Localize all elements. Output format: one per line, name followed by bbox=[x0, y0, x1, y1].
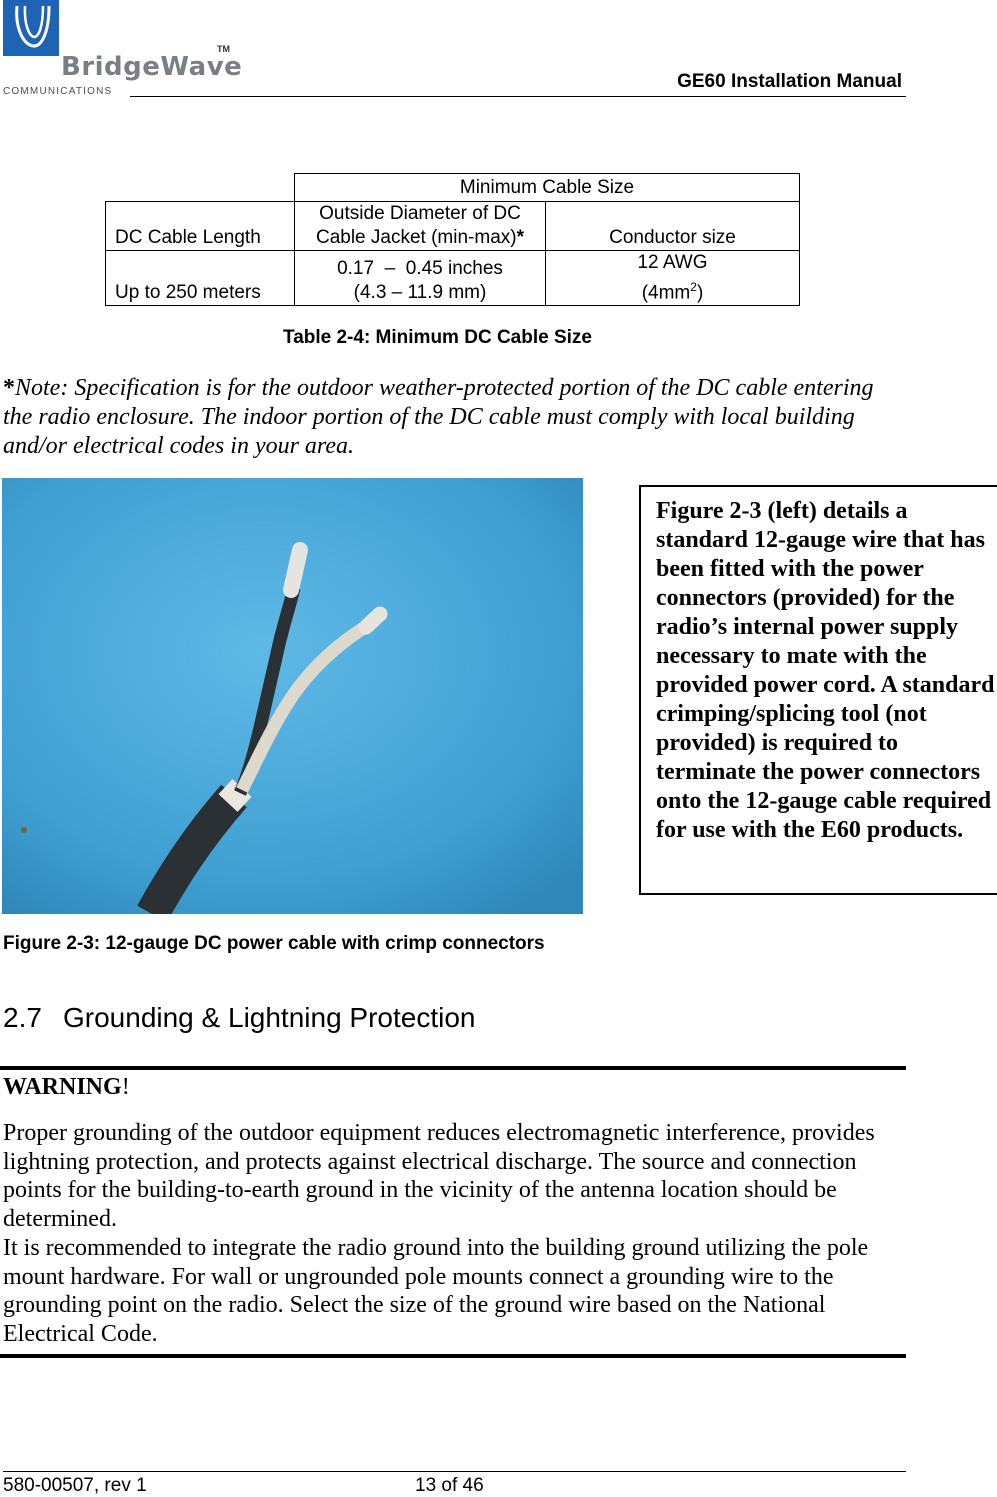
cell-diameter-inches: 0.17 – 0.45 inches bbox=[337, 258, 503, 280]
footer-rule bbox=[3, 1471, 906, 1472]
col-header-asterisk: * bbox=[516, 227, 524, 248]
logo-trademark: TM bbox=[217, 44, 230, 54]
warning-label: WARNING bbox=[3, 1074, 122, 1100]
warning-top-rule bbox=[0, 1066, 906, 1070]
dc-power-cable-photo bbox=[2, 478, 583, 914]
cell-conductor-mm-base: (4mm bbox=[641, 282, 691, 304]
header-rule bbox=[130, 96, 906, 97]
table-row bbox=[106, 251, 800, 306]
col-header-length: DC Cable Length bbox=[106, 202, 295, 251]
note-text: Note: Specification is for the outdoor weather-protected portion of the DC cable entering the radio enclosure. The indoor portion of the DC cable must comply with local building and/or electrical codes in your area. bbox=[3, 375, 874, 459]
logo-wordmark: BridgeWave bbox=[61, 52, 243, 82]
warning-paragraph-2: It is recommended to integrate the radio ground into the building ground utilizing the pole mount hardware. For wall or ungrounded pole mounts connect a grounding wire to the grounding point on the radio. Select the size of the ground wire based on the National Electrical Code. bbox=[3, 1234, 869, 1347]
col-header-diameter-line2: Cable Jacket (min-max) bbox=[315, 227, 517, 248]
cable-spec-note bbox=[3, 374, 903, 461]
cell-conductor-mm-sup: 2 bbox=[690, 280, 697, 294]
document-number: 580-00507, rev 1 bbox=[3, 1475, 147, 1496]
cell-diameter-mm: (4.3 – 11.9 mm) bbox=[353, 282, 487, 304]
manual-title: GE60 Installation Manual bbox=[677, 71, 902, 92]
col-header-diameter-line1: Outside Diameter of DC bbox=[319, 203, 521, 224]
page-number: 13 of 46 bbox=[415, 1475, 484, 1496]
warning-body bbox=[3, 1119, 903, 1349]
table-group-header: Minimum Cable Size bbox=[295, 174, 800, 202]
section-number: 2.7 bbox=[3, 1002, 42, 1033]
cell-diameter bbox=[295, 251, 546, 306]
logo-subtitle: COMMUNICATIONS bbox=[3, 86, 113, 97]
table-caption: Table 2-4: Minimum DC Cable Size bbox=[283, 327, 592, 348]
section-title: Grounding & Lightning Protection bbox=[63, 1002, 476, 1033]
col-header-diameter bbox=[295, 202, 546, 251]
warning-bottom-rule bbox=[0, 1354, 906, 1358]
figure-caption: Figure 2-3: 12-gauge DC power cable with crimp connectors bbox=[3, 933, 545, 954]
minimum-cable-size-table bbox=[105, 173, 800, 306]
warning-paragraph-1: Proper grounding of the outdoor equipment reduces electromagnetic interference, provides lightning protection, and protects against electrical discharge. The source and connection points for the building-to-earth ground in the vicinity of the antenna location should be determined. bbox=[3, 1120, 875, 1233]
cell-length: Up to 250 meters bbox=[106, 251, 295, 306]
bridgewave-logo-icon bbox=[3, 0, 59, 56]
note-asterisk: * bbox=[3, 375, 15, 401]
cell-conductor-awg: 12 AWG bbox=[637, 252, 708, 273]
warning-mark: ! bbox=[121, 1074, 130, 1100]
col-header-conductor: Conductor size bbox=[546, 202, 800, 251]
warning-heading bbox=[3, 1074, 130, 1101]
cell-conductor bbox=[546, 251, 800, 306]
section-heading bbox=[3, 1002, 476, 1034]
table-corner-empty bbox=[106, 174, 295, 202]
cell-conductor-mm-end: ) bbox=[696, 282, 704, 304]
figure-callout-box: Figure 2-3 (left) details a standard 12-gauge wire that has been fitted with the power connectors (provided) for the radio’s internal power supply necessary to mate with the provided power cord. A standard crimping/splicing tool (not provided) is required to terminate the power connectors onto the 12-gauge cable required for use with the E60 products. bbox=[639, 485, 997, 895]
